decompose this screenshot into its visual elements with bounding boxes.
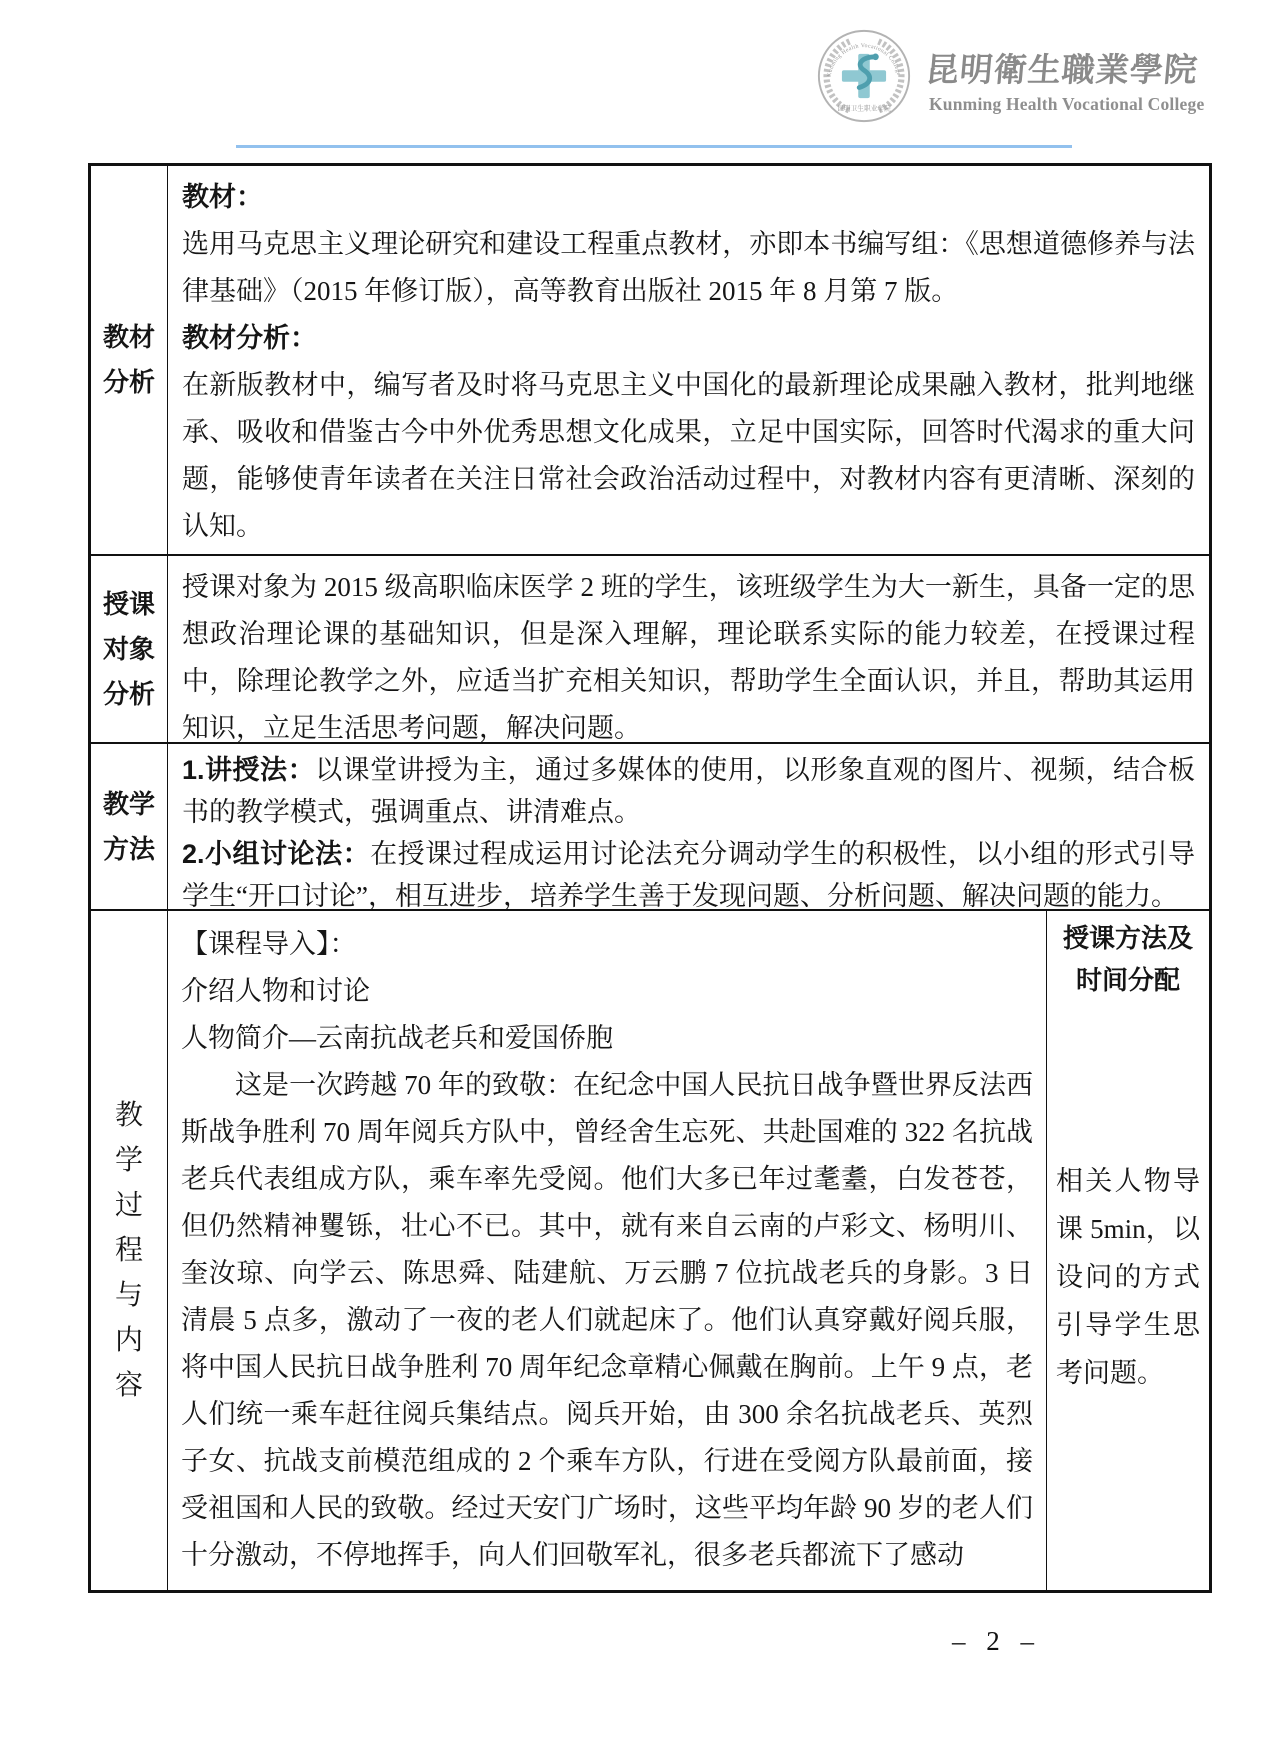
row-label-char: 容 (114, 1370, 143, 1401)
row-label-line: 授课 (102, 588, 155, 619)
table-row-teaching-methods (91, 744, 1209, 911)
row-label-line: 教学 (102, 788, 155, 819)
row-label-line: 对象 (102, 633, 155, 664)
cell-teaching-process-content (168, 911, 1046, 1590)
cell-textbook-analysis (168, 166, 1209, 554)
method-item-2 (182, 833, 1195, 917)
time-allocation-heading: 授课方法及时间分配 (1062, 923, 1193, 995)
lesson-plan-table (88, 163, 1212, 1593)
row-label-textbook-analysis (91, 166, 168, 554)
cell-teaching-methods (168, 744, 1209, 909)
method-2-text: 在授课过程成运用讨论法充分调动学生的积极性，以小组的形式引导学生“开口讨论”，相互进步，培养学生善于发现问题、分析问题、解决问题的能力。 (182, 839, 1195, 911)
course-intro-line: 介绍人物和讨论 (181, 976, 370, 1006)
course-intro-paragraph: 这是一次跨越 70 年的致敬：在纪念中国人民抗日战争暨世界反法西斯战争胜利 70 周年阅兵方队中，曾经舍生忘死、共赴国难的 322 名抗战老兵代表组成方队，乘车率先受阅。他们大多已年过耄耋，白发苍苍，但仍然精神矍铄，壮心不已。其中，就有来自云南的卢彩文、杨明川、奎汝琼、向学云、陈思舜、陆建航、万云鹏 7 位抗战老兵的身影。3 日清晨 5 点多，激动了一夜的老人们就起床了。他们认真穿戴好阅兵服，将中国人民抗日战争胜利 70 周年纪念章精心佩戴在胸前。上午 9 点，老人们统一乘车赶往阅兵集结点。阅兵开始，由 300 余名抗战老兵、英烈子女、抗战支前模范组成的 2 个乘车方队，行进在受阅方队最前面，接受祖国和人民的致敬。经过天安门广场时，这些平均年龄 90 岁的老人们十分激动，不停地挥手，向人们回敬军礼，很多老兵都流下了感动 (181, 1070, 1033, 1570)
row-label-line: 分析 (102, 678, 155, 709)
logo-ring-text-top: Kunming Health Vocational College (826, 43, 902, 78)
row-label-char: 与 (114, 1280, 143, 1311)
textbook-analysis-paragraph: 在新版教材中，编写者及时将马克思主义中国化的最新理论成果融入教材，批判地继承、吸收和借鉴古今中外优秀思想文化成果，立足中国实际，回答时代渴求的重大问题，能够使青年读者在关注日常社会政治活动过程中，对教材内容有更清晰、深刻的认知。 (182, 370, 1195, 541)
row-label-audience-analysis (91, 556, 168, 742)
row-label-line: 方法 (102, 833, 155, 864)
college-logo-icon (816, 28, 912, 124)
textbook-heading: 教材： (182, 182, 263, 212)
row-label-char: 教 (114, 1100, 143, 1131)
method-1-lead: 1.讲授法： (182, 755, 316, 785)
method-item-1 (182, 749, 1195, 833)
course-intro-line: 人物简介—云南抗战老兵和爱国侨胞 (181, 1023, 613, 1053)
header-divider (236, 145, 1072, 148)
cell-audience-analysis (168, 556, 1209, 742)
college-name-calligraphy: 昆明衛生職業學院 (924, 53, 1200, 89)
time-allocation-text: 相关人物导课 5min，以设问的方式引导学生思考问题。 (1056, 1166, 1200, 1388)
row-label-char: 程 (114, 1235, 143, 1266)
table-row-teaching-process (91, 911, 1209, 1590)
table-row-textbook-analysis (91, 166, 1209, 556)
row-label-char: 过 (114, 1190, 143, 1221)
row-label-char: 学 (114, 1145, 143, 1176)
row-label-teaching-process (91, 911, 168, 1590)
college-name-english: Kunming Health Vocational College (929, 94, 1205, 114)
method-1-text: 以课堂讲授为主，通过多媒体的使用，以形象直观的图片、视频，结合板书的教学模式，强调重点、讲清难点。 (182, 755, 1195, 827)
course-intro-heading: 【课程导入】： (181, 929, 357, 959)
method-2-lead: 2.小组讨论法： (182, 839, 371, 869)
table-row-audience-analysis (91, 556, 1209, 744)
row-label-teaching-methods (91, 744, 168, 909)
row-label-char: 内 (114, 1325, 143, 1356)
page-number: – 2 – (952, 1626, 1041, 1656)
logo-ring-text-bottom: 昆明卫生职业学院 (837, 105, 891, 113)
row-label-line: 分析 (102, 367, 155, 397)
textbook-paragraph: 选用马克思主义理论研究和建设工程重点教材，亦即本书编写组：《思想道德修养与法律基础》（2015 年修订版），高等教育出版社 2015 年 8 月第 7 版。 (182, 229, 1195, 306)
audience-paragraph: 授课对象为 2015 级高职临床医学 2 班的学生，该班级学生为大一新生，具备一定的思想政治理论课的基础知识，但是深入理解，理论联系实际的能力较差，在授课过程中，除理论教学之外，应适当扩充相关知识，帮助学生全面认识，并且，帮助其运用知识，立足生活思考问题，解决问题。 (182, 572, 1195, 743)
textbook-analysis-heading: 教材分析： (182, 323, 317, 353)
cell-method-time-allocation (1046, 911, 1209, 1590)
row-label-line: 教材 (102, 322, 155, 352)
